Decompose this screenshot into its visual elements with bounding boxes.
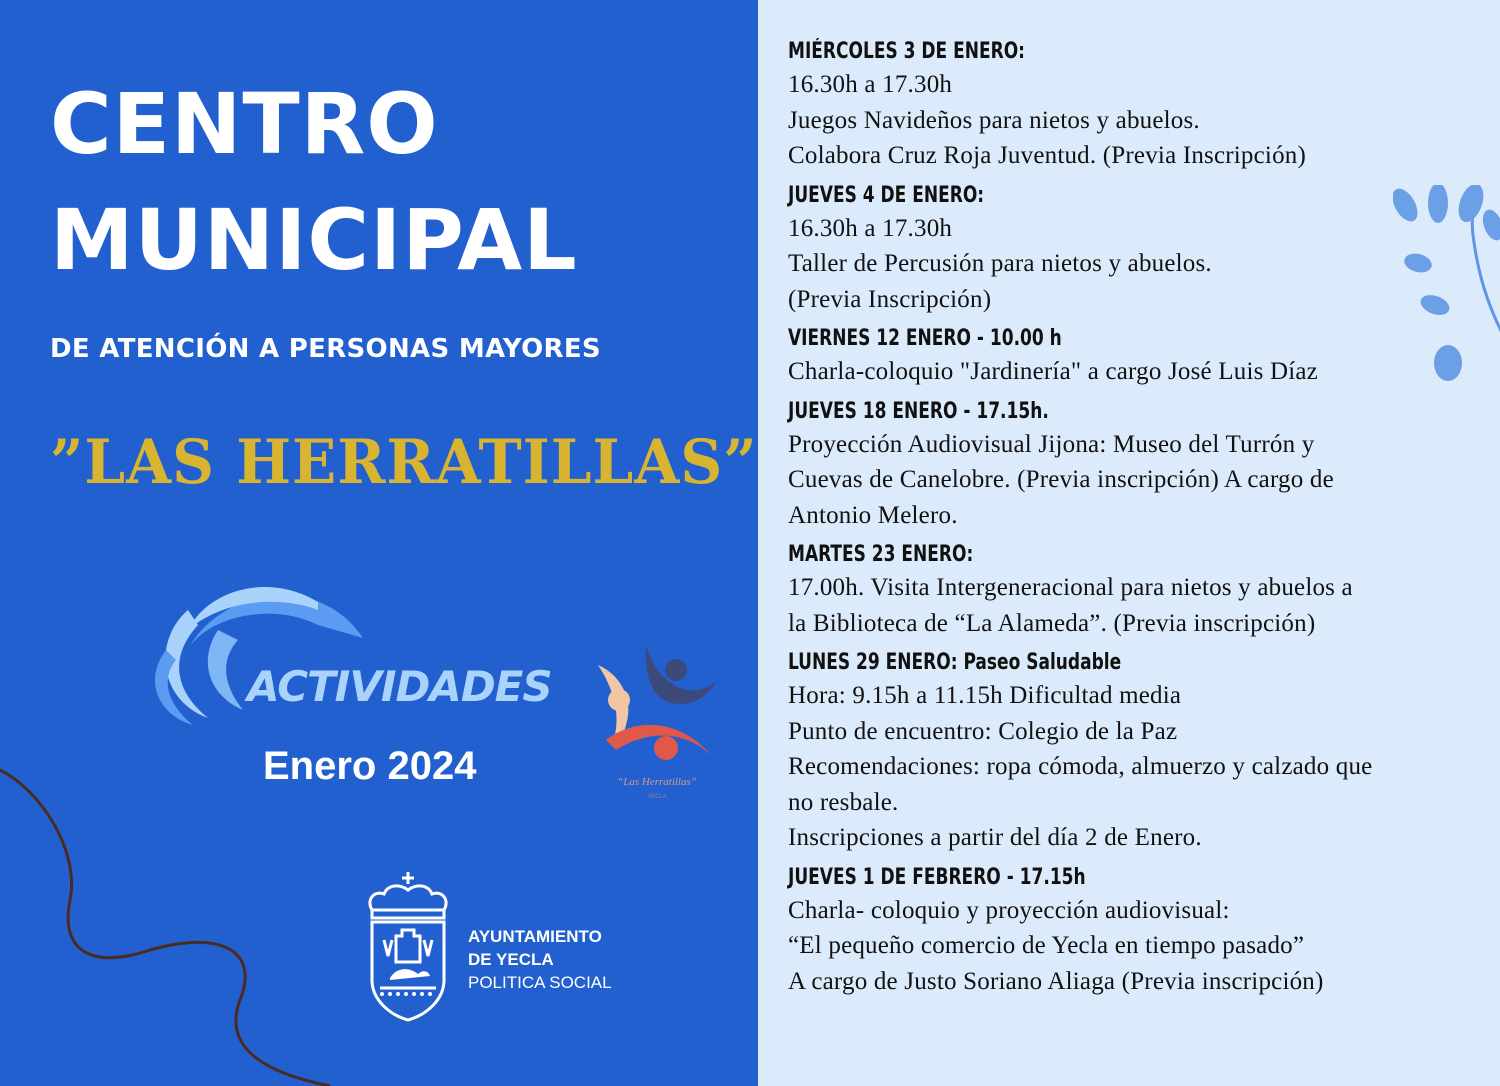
event-detail-line: Antonio Melero.: [788, 501, 958, 529]
event-block: [788, 36, 1493, 174]
figures-logo-caption: “Las Herratillas”: [617, 776, 697, 788]
event-detail-line: 16.30h a 17.30h: [788, 71, 953, 98]
subtitle: DE ATENCIÓN A PERSONAS MAYORES: [50, 334, 601, 364]
event-detail-line: “El pequeño comercio de Yecla en tiempo pasado”: [788, 932, 1305, 959]
event-detail-line: Punto de encuentro: Colegio de la Paz: [788, 717, 1178, 745]
event-block: [788, 180, 1493, 318]
event-detail-line: Taller de Percusión para nietos y abuelos.: [788, 250, 1212, 277]
yecla-crest-icon: [366, 870, 450, 1025]
events-list: [788, 36, 1493, 1005]
decorative-curve: [0, 760, 360, 1086]
event-heading: JUEVES 4 DE ENERO:: [788, 182, 985, 208]
event-detail-line: la Biblioteca de “La Alameda”. (Previa inscripción): [788, 609, 1316, 637]
event-block: [788, 396, 1493, 534]
event-detail-line: 16.30h a 17.30h: [788, 214, 953, 242]
title-line-2: MUNICIPAL: [50, 191, 578, 289]
event-block: [788, 323, 1493, 390]
activities-label: ACTIVIDADES: [247, 662, 552, 711]
event-heading: JUEVES 18 ENERO - 17.15h.: [788, 398, 1049, 424]
event-detail-line: Hora: 9.15h a 11.15h Dificultad media: [788, 682, 1182, 709]
month-label: Enero 2024: [263, 744, 477, 788]
event-detail-line: Colabora Cruz Roja Juventud. (Previa Inscripción): [788, 142, 1307, 169]
event-detail-line: 17.00h. Visita Intergeneracional para nietos y abuelos a: [788, 574, 1353, 601]
event-detail-line: Charla- coloquio y proyección audiovisual:: [788, 896, 1230, 924]
event-detail-line: A cargo de Justo Soriano Aliaga (Previa inscripción): [788, 967, 1324, 995]
event-heading: VIERNES 12 ENERO - 10.00 h: [788, 326, 1062, 351]
event-heading: MARTES 23 ENERO:: [788, 542, 974, 567]
event-detail-line: Recomendaciones: ropa cómoda, almuerzo y calzado que: [788, 753, 1373, 780]
event-detail-line: Juegos Navideños para nietos y abuelos.: [788, 106, 1200, 134]
event-block: [788, 647, 1493, 856]
centre-name: ”LAS HERRATILLAS”: [50, 426, 758, 498]
event-heading: LUNES 29 ENERO: Paseo Saludable: [788, 650, 1122, 675]
event-heading: JUEVES 1 DE FEBRERO - 17.15h: [788, 864, 1086, 890]
event-detail-line: (Previa Inscripción): [788, 285, 992, 313]
event-detail-line: Cuevas de Canelobre. (Previa inscripción) A cargo de: [788, 466, 1334, 493]
figures-logo-town: YECLA: [647, 794, 667, 800]
event-block: [788, 862, 1493, 1000]
right-panel: [758, 0, 1500, 1086]
organisation-name: [468, 925, 612, 994]
event-block: [788, 539, 1493, 641]
organisation-line-2: DE YECLA: [468, 950, 554, 969]
organisation-line-1: AYUNTAMIENTO: [468, 927, 602, 946]
title-line-1: CENTRO: [50, 75, 439, 173]
organisation-line-3: POLITICA SOCIAL: [468, 973, 612, 992]
event-detail-line: Inscripciones a partir del día 2 de Enero.: [788, 824, 1202, 851]
event-detail-line: Charla-coloquio "Jardinería" a cargo José Luis Díaz: [788, 358, 1318, 385]
event-detail-line: Proyección Audiovisual Jijona: Museo del Turrón y: [788, 430, 1315, 458]
figures-logo-icon: [596, 640, 721, 775]
event-heading: MIÉRCOLES 3 DE ENERO:: [788, 39, 1025, 64]
event-detail-line: no resbale.: [788, 788, 899, 816]
